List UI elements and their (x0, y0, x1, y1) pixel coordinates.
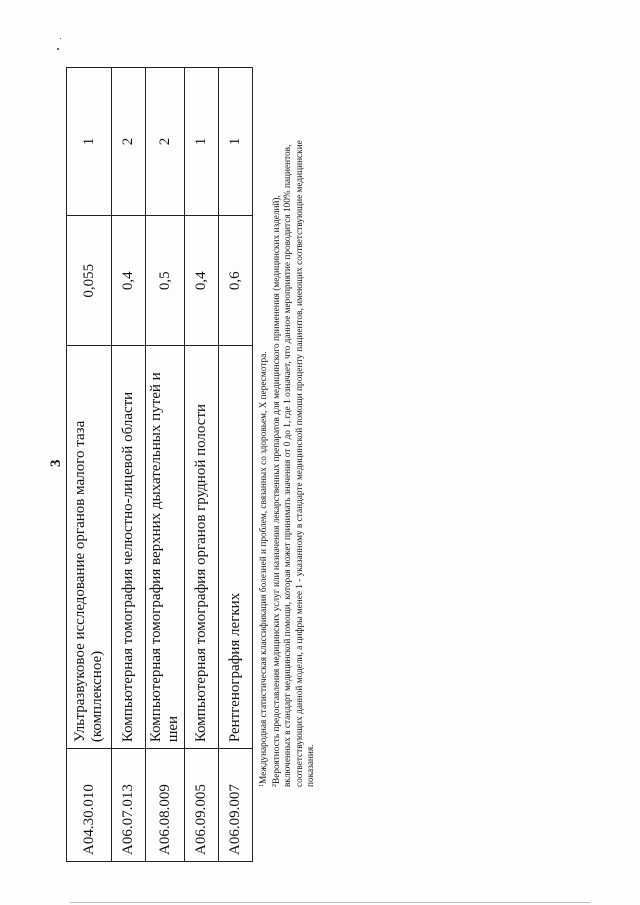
multiplicity-value: 2 (112, 68, 146, 216)
service-name: Компьютерная томография верхних дыхательных путей и шеи (146, 346, 185, 749)
service-name: Компьютерная томография челюстно-лицевой области (112, 346, 146, 749)
service-code: A04.30.010 (67, 749, 112, 862)
service-code: A06.07.013 (112, 749, 146, 862)
footnote-line: соответствующих данной модели, а цифры менее 1 - указанному в стандарте медицинской помощи проценту пациентов, имеющих соответствующие медицинские (294, 140, 305, 787)
footnote-line: показания. (305, 744, 316, 787)
table-row (185, 68, 219, 862)
footnote-mark: 2 (272, 784, 279, 787)
footnote-2 (270, 67, 317, 787)
page-number: 3 (48, 459, 64, 467)
frequency-value: 0,4 (112, 216, 146, 346)
service-name: Ультразвуковое исследование органов малого таза (комплексное) (67, 346, 112, 749)
service-name: Компьютерная томография органов грудной полости (185, 346, 219, 749)
service-code: A06.09.005 (185, 749, 219, 862)
multiplicity-value: 2 (146, 68, 185, 216)
footnote-line: включенных в стандарт медицинской помощи, которая может принимать значения от 0 до 1, где 1 означает, что данное мероприятие проводится 100% пациентов, (283, 144, 294, 787)
table-row (112, 68, 146, 862)
footnote-text: Международная статистическая классификация болезней и проблем, связанных со здоровьем, X пересмотра. (259, 351, 269, 784)
footnote-1 (257, 67, 270, 787)
service-code: A06.09.007 (219, 749, 253, 862)
footnotes (257, 67, 317, 787)
frequency-value: 0,4 (185, 216, 219, 346)
table-row (146, 68, 185, 862)
footnote-text: Вероятность предоставления медицинских услуг или назначения лекарственных препаратов для медицинского применения (медицинских изделий), (272, 195, 283, 784)
service-code: A06.08.009 (146, 749, 185, 862)
frequency-value: 0,5 (146, 216, 185, 346)
frequency-value: 0,6 (219, 216, 253, 346)
multiplicity-value: 1 (219, 68, 253, 216)
footnote-mark: 1 (259, 784, 265, 787)
multiplicity-value: 1 (67, 68, 112, 216)
services-table (66, 67, 253, 862)
frequency-value: 0,055 (67, 216, 112, 346)
service-name: Рентгенография легких (219, 346, 253, 749)
table-row (67, 68, 112, 862)
footnote-line (270, 67, 283, 787)
multiplicity-value: 1 (185, 68, 219, 216)
table-row (219, 68, 253, 862)
